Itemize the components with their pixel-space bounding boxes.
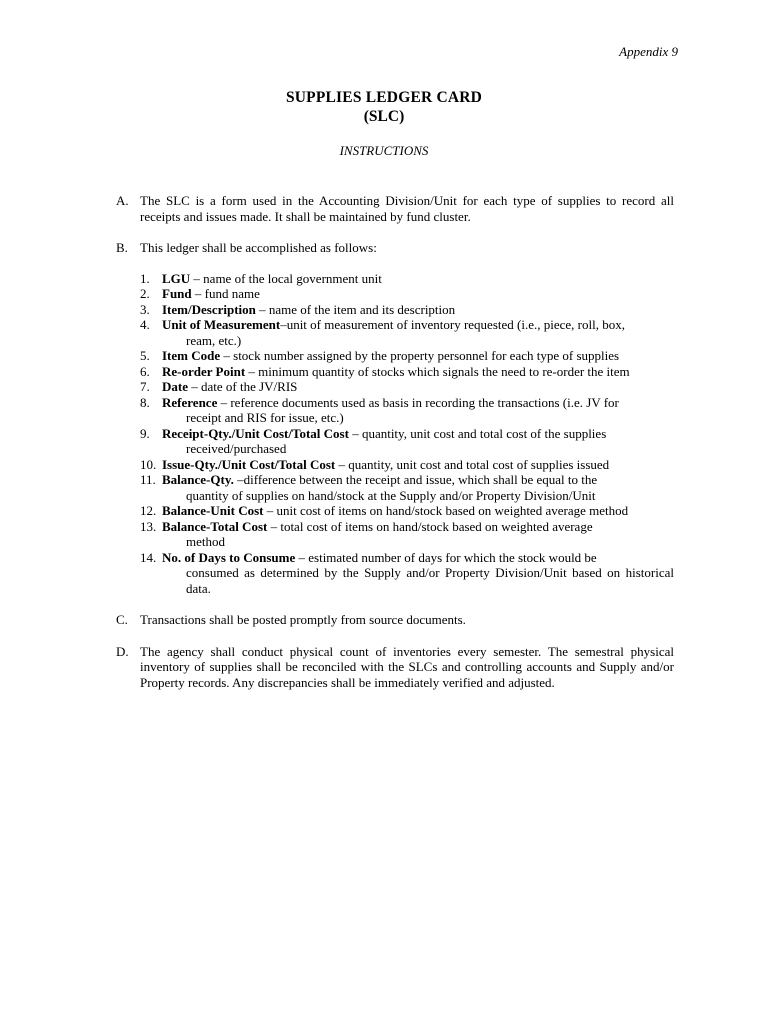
item-description: –difference between the receipt and issue, which shall be equal to the (233, 472, 598, 487)
item-number: 13. (140, 518, 157, 534)
section-letter: C. (116, 612, 128, 627)
item-term: Re-order Point (162, 363, 246, 379)
item-number: 12. (140, 503, 157, 518)
item-body (162, 395, 674, 426)
item-description: – quantity, unit cost and total cost of supplies issued (335, 456, 610, 472)
item-term: Balance-Qty. (162, 472, 234, 487)
item-body (162, 379, 674, 395)
title-block (0, 88, 768, 159)
item-description: – name of the item and its description (255, 301, 456, 317)
item-body (162, 302, 674, 318)
item-term: Reference (162, 394, 218, 410)
item-number: 1. (140, 270, 150, 286)
item-number: 4. (140, 317, 150, 332)
item-term: Balance-Total Cost (162, 518, 268, 534)
item-body (162, 550, 674, 597)
item-body (162, 503, 674, 519)
section-text: The agency shall conduct physical count of inventories every semester. The semestral physical inventory of supplies shall be reconciled with the SLCs and controlling accounts and Supply and/or Property records. Any discrepancies shall be immediately verified and adjusted. (140, 643, 674, 690)
section-c (116, 612, 674, 628)
list-item (140, 426, 674, 457)
item-description: – fund name (191, 286, 260, 301)
section-letter: B. (116, 240, 128, 255)
list-item (140, 503, 674, 519)
list-item (140, 317, 674, 348)
item-term: Balance-Unit Cost (162, 503, 264, 518)
list-item (140, 457, 674, 473)
item-number: 6. (140, 363, 150, 379)
item-body (162, 286, 674, 302)
section-d (116, 644, 674, 691)
section-body (140, 240, 674, 596)
item-number: 7. (140, 379, 150, 394)
item-number: 11. (140, 472, 156, 487)
item-term: No. of Days to Consume (162, 549, 296, 565)
item-number: 5. (140, 348, 150, 363)
item-term: Fund (162, 286, 192, 301)
section-text: This ledger shall be accomplished as follows: (140, 240, 377, 255)
item-description: – quantity, unit cost and total cost of the supplies (348, 425, 607, 441)
list-item (140, 395, 674, 426)
item-term: Receipt-Qty./Unit Cost/Total Cost (162, 425, 349, 441)
item-term: Unit of Measurement (162, 317, 281, 332)
section-text: The SLC is a form used in the Accounting Division/Unit for each type of supplies to record all receipts and issues made. It shall be maintained by fund cluster. (140, 193, 674, 224)
item-number: 14. (140, 549, 157, 565)
item-description: – reference documents used as basis in recording the transactions (i.e. JV for (217, 394, 619, 410)
item-continuation: received/purchased (186, 441, 287, 456)
item-number: 10. (140, 456, 157, 472)
item-continuation: ream, etc.) (186, 332, 242, 348)
item-term: Date (162, 379, 188, 394)
item-term: Item/Description (162, 301, 256, 317)
item-number: 8. (140, 394, 150, 410)
item-body (162, 457, 674, 473)
list-item (140, 550, 674, 597)
document-title: SUPPLIES LEDGER CARD (285, 89, 483, 106)
item-continuation: receipt and RIS for issue, etc.) (186, 410, 344, 425)
item-continuation: method (186, 534, 225, 549)
section-a (116, 193, 674, 224)
instructions-heading: INSTRUCTIONS (339, 143, 429, 158)
document-subtitle: (SLC) (363, 108, 405, 125)
item-term: LGU (162, 270, 191, 286)
item-body (162, 317, 674, 348)
item-description: – estimated number of days for which the stock would be (295, 549, 597, 565)
item-continuation: consumed as determined by the Supply and/or Property Division/Unit based on historical data. (186, 565, 674, 596)
item-body (162, 348, 674, 364)
section-letter: A. (116, 193, 129, 208)
list-item (140, 348, 674, 364)
section-letter: D. (116, 643, 129, 659)
section-b (116, 240, 674, 596)
item-description: – total cost of items on hand/stock based on weighted average (267, 518, 593, 534)
section-text: Transactions shall be posted promptly from source documents. (140, 612, 466, 627)
item-number: 3. (140, 301, 150, 317)
item-continuation: quantity of supplies on hand/stock at the Supply and/or Property Division/Unit (186, 487, 596, 503)
item-body (162, 472, 674, 503)
item-body (162, 426, 674, 457)
item-description: – minimum quantity of stocks which signals the need to re-order the item (245, 363, 630, 379)
item-body (162, 364, 674, 380)
list-item (140, 286, 674, 302)
appendix-label: Appendix 9 (619, 44, 678, 59)
item-number: 2. (140, 286, 150, 301)
item-description: – unit cost of items on hand/stock based on weighted average method (263, 503, 629, 518)
list-item (140, 302, 674, 318)
list-item (140, 519, 674, 550)
item-description: –unit of measurement of inventory requested (i.e., piece, roll, box, (280, 317, 625, 332)
item-body (162, 519, 674, 550)
item-description: – name of the local government unit (190, 270, 382, 286)
item-body (162, 271, 674, 287)
item-term: Issue-Qty./Unit Cost/Total Cost (162, 456, 336, 472)
item-description: – stock number assigned by the property personnel for each type of supplies (220, 348, 620, 363)
item-description: – date of the JV/RIS (188, 379, 298, 394)
instructions-content (116, 193, 674, 706)
item-term: Item Code (162, 348, 221, 363)
item-number: 9. (140, 425, 150, 441)
field-list (140, 271, 674, 597)
list-item (140, 379, 674, 395)
list-item (140, 271, 674, 287)
list-item (140, 364, 674, 380)
list-item (140, 472, 674, 503)
